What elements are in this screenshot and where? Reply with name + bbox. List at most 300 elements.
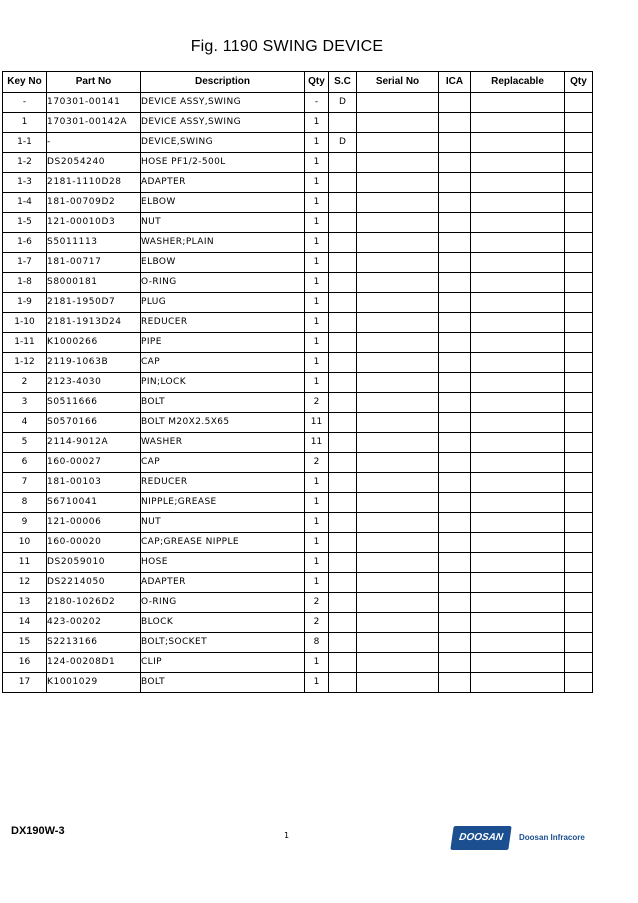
cell-replacable xyxy=(471,293,565,313)
cell-qty: 11 xyxy=(305,433,329,453)
cell-sc xyxy=(329,493,357,513)
cell-ica xyxy=(439,553,471,573)
cell-description: BOLT;SOCKET xyxy=(141,633,305,653)
cell-serial-no xyxy=(357,353,439,373)
cell-key-no: 1-4 xyxy=(3,193,47,213)
cell-replacable xyxy=(471,353,565,373)
cell-qty-2 xyxy=(565,473,593,493)
table-row xyxy=(3,513,593,533)
cell-sc xyxy=(329,473,357,493)
cell-sc xyxy=(329,313,357,333)
cell-qty: 1 xyxy=(305,513,329,533)
table-header-row xyxy=(3,72,593,93)
cell-part-no: DS2054240 xyxy=(47,153,141,173)
cell-sc xyxy=(329,333,357,353)
cell-sc xyxy=(329,293,357,313)
cell-serial-no xyxy=(357,553,439,573)
cell-qty: 1 xyxy=(305,273,329,293)
cell-part-no: 181-00103 xyxy=(47,473,141,493)
cell-key-no: 9 xyxy=(3,513,47,533)
cell-ica xyxy=(439,193,471,213)
cell-sc xyxy=(329,593,357,613)
parts-table xyxy=(2,71,593,693)
cell-qty: 1 xyxy=(305,553,329,573)
cell-part-no: S6710041 xyxy=(47,493,141,513)
cell-description: WASHER;PLAIN xyxy=(141,233,305,253)
cell-ica xyxy=(439,253,471,273)
cell-part-no: DS2214050 xyxy=(47,573,141,593)
cell-ica xyxy=(439,613,471,633)
cell-qty: 1 xyxy=(305,373,329,393)
cell-qty: 1 xyxy=(305,353,329,373)
cell-sc xyxy=(329,393,357,413)
logo-text: Doosan Infracore xyxy=(519,833,585,842)
table-row xyxy=(3,133,593,153)
cell-description: PIPE xyxy=(141,333,305,353)
cell-replacable xyxy=(471,433,565,453)
col-header-key-no: Key No xyxy=(3,72,47,93)
cell-sc xyxy=(329,613,357,633)
table-row xyxy=(3,93,593,113)
cell-ica xyxy=(439,113,471,133)
cell-qty-2 xyxy=(565,453,593,473)
cell-replacable xyxy=(471,473,565,493)
cell-qty-2 xyxy=(565,633,593,653)
cell-description: CAP xyxy=(141,453,305,473)
cell-serial-no xyxy=(357,153,439,173)
cell-key-no: 11 xyxy=(3,553,47,573)
cell-sc xyxy=(329,153,357,173)
cell-part-no: 124-00208D1 xyxy=(47,653,141,673)
cell-part-no: 2123-4030 xyxy=(47,373,141,393)
cell-serial-no xyxy=(357,113,439,133)
cell-qty: 8 xyxy=(305,633,329,653)
cell-serial-no xyxy=(357,293,439,313)
cell-ica xyxy=(439,673,471,693)
cell-replacable xyxy=(471,533,565,553)
table-row xyxy=(3,653,593,673)
table-row xyxy=(3,473,593,493)
cell-qty-2 xyxy=(565,93,593,113)
cell-replacable xyxy=(471,333,565,353)
cell-ica xyxy=(439,493,471,513)
cell-ica xyxy=(439,293,471,313)
cell-qty: 1 xyxy=(305,573,329,593)
col-header-ica: ICA xyxy=(439,72,471,93)
cell-ica xyxy=(439,373,471,393)
table-row xyxy=(3,353,593,373)
cell-part-no: 2114-9012A xyxy=(47,433,141,453)
cell-replacable xyxy=(471,173,565,193)
cell-serial-no xyxy=(357,433,439,453)
cell-ica xyxy=(439,313,471,333)
cell-key-no: 14 xyxy=(3,613,47,633)
cell-serial-no xyxy=(357,253,439,273)
cell-serial-no xyxy=(357,313,439,333)
cell-replacable xyxy=(471,213,565,233)
cell-serial-no xyxy=(357,393,439,413)
cell-ica xyxy=(439,173,471,193)
cell-qty: 1 xyxy=(305,173,329,193)
cell-key-no: 12 xyxy=(3,573,47,593)
table-row xyxy=(3,393,593,413)
table-row xyxy=(3,373,593,393)
cell-qty: 1 xyxy=(305,313,329,333)
cell-replacable xyxy=(471,153,565,173)
cell-sc xyxy=(329,553,357,573)
cell-replacable xyxy=(471,233,565,253)
cell-ica xyxy=(439,453,471,473)
cell-ica xyxy=(439,273,471,293)
cell-part-no: 160-00020 xyxy=(47,533,141,553)
cell-ica xyxy=(439,413,471,433)
logo-badge: DOOSAN xyxy=(450,826,511,850)
cell-replacable xyxy=(471,93,565,113)
table-row xyxy=(3,313,593,333)
cell-key-no: 1-8 xyxy=(3,273,47,293)
cell-serial-no xyxy=(357,333,439,353)
cell-replacable xyxy=(471,133,565,153)
cell-part-no: 181-00717 xyxy=(47,253,141,273)
cell-serial-no xyxy=(357,213,439,233)
cell-replacable xyxy=(471,373,565,393)
cell-key-no: 1-5 xyxy=(3,213,47,233)
cell-sc xyxy=(329,433,357,453)
cell-qty: 1 xyxy=(305,533,329,553)
cell-description: REDUCER xyxy=(141,473,305,493)
cell-replacable xyxy=(471,493,565,513)
cell-qty-2 xyxy=(565,613,593,633)
cell-serial-no xyxy=(357,193,439,213)
cell-sc xyxy=(329,533,357,553)
cell-description: ADAPTER xyxy=(141,573,305,593)
cell-serial-no xyxy=(357,93,439,113)
cell-qty: 1 xyxy=(305,653,329,673)
cell-description: PLUG xyxy=(141,293,305,313)
cell-replacable xyxy=(471,633,565,653)
cell-serial-no xyxy=(357,673,439,693)
cell-part-no: 181-00709D2 xyxy=(47,193,141,213)
table-row xyxy=(3,233,593,253)
table-row xyxy=(3,253,593,273)
cell-qty-2 xyxy=(565,673,593,693)
col-header-sc: S.C xyxy=(329,72,357,93)
cell-sc xyxy=(329,233,357,253)
cell-key-no: 15 xyxy=(3,633,47,653)
cell-key-no: 1-1 xyxy=(3,133,47,153)
cell-qty: 1 xyxy=(305,213,329,233)
cell-sc xyxy=(329,673,357,693)
col-header-qty: Qty xyxy=(305,72,329,93)
col-header-part-no: Part No xyxy=(47,72,141,93)
cell-replacable xyxy=(471,273,565,293)
table-row xyxy=(3,633,593,653)
cell-ica xyxy=(439,333,471,353)
table-row xyxy=(3,153,593,173)
cell-part-no: S8000181 xyxy=(47,273,141,293)
cell-ica xyxy=(439,593,471,613)
cell-description: PIN;LOCK xyxy=(141,373,305,393)
cell-qty-2 xyxy=(565,553,593,573)
cell-replacable xyxy=(471,313,565,333)
col-header-qty-2: Qty xyxy=(565,72,593,93)
table-row xyxy=(3,593,593,613)
cell-key-no: 7 xyxy=(3,473,47,493)
table-row xyxy=(3,173,593,193)
cell-part-no: - xyxy=(47,133,141,153)
cell-part-no: 2119-1063B xyxy=(47,353,141,373)
cell-qty: 1 xyxy=(305,293,329,313)
table-row xyxy=(3,433,593,453)
cell-serial-no xyxy=(357,653,439,673)
table-row xyxy=(3,413,593,433)
table-row xyxy=(3,193,593,213)
cell-key-no: 13 xyxy=(3,593,47,613)
cell-serial-no xyxy=(357,513,439,533)
cell-serial-no xyxy=(357,173,439,193)
cell-qty-2 xyxy=(565,153,593,173)
cell-qty-2 xyxy=(565,573,593,593)
cell-qty-2 xyxy=(565,173,593,193)
cell-replacable xyxy=(471,653,565,673)
cell-description: O-RING xyxy=(141,593,305,613)
cell-replacable xyxy=(471,113,565,133)
table-row xyxy=(3,673,593,693)
cell-qty-2 xyxy=(565,293,593,313)
cell-description: CAP;GREASE NIPPLE xyxy=(141,533,305,553)
cell-part-no: S0570166 xyxy=(47,413,141,433)
cell-key-no: - xyxy=(3,93,47,113)
cell-qty-2 xyxy=(565,353,593,373)
cell-qty: 2 xyxy=(305,593,329,613)
cell-qty-2 xyxy=(565,253,593,273)
cell-qty-2 xyxy=(565,133,593,153)
doosan-logo xyxy=(452,826,592,854)
cell-replacable xyxy=(471,573,565,593)
cell-description: NUT xyxy=(141,513,305,533)
cell-key-no: 1-7 xyxy=(3,253,47,273)
cell-qty: - xyxy=(305,93,329,113)
cell-ica xyxy=(439,93,471,113)
cell-part-no: 121-00006 xyxy=(47,513,141,533)
cell-qty-2 xyxy=(565,333,593,353)
cell-serial-no xyxy=(357,633,439,653)
cell-ica xyxy=(439,473,471,493)
cell-description: O-RING xyxy=(141,273,305,293)
cell-ica xyxy=(439,653,471,673)
cell-qty-2 xyxy=(565,593,593,613)
cell-qty: 1 xyxy=(305,493,329,513)
cell-part-no: K1000266 xyxy=(47,333,141,353)
col-header-serial-no: Serial No xyxy=(357,72,439,93)
cell-qty: 2 xyxy=(305,613,329,633)
col-header-replacable: Replacable xyxy=(471,72,565,93)
cell-key-no: 1 xyxy=(3,113,47,133)
cell-part-no: 2181-1913D24 xyxy=(47,313,141,333)
table-row xyxy=(3,273,593,293)
cell-sc: D xyxy=(329,93,357,113)
page-title: Fig. 1190 SWING DEVICE xyxy=(190,38,384,55)
cell-ica xyxy=(439,353,471,373)
cell-description: NUT xyxy=(141,213,305,233)
cell-serial-no xyxy=(357,413,439,433)
cell-key-no: 17 xyxy=(3,673,47,693)
cell-qty: 1 xyxy=(305,673,329,693)
cell-key-no: 3 xyxy=(3,393,47,413)
cell-description: BOLT xyxy=(141,673,305,693)
cell-description: BOLT xyxy=(141,393,305,413)
table-row xyxy=(3,613,593,633)
cell-description: ELBOW xyxy=(141,253,305,273)
cell-description: BLOCK xyxy=(141,613,305,633)
table-row xyxy=(3,113,593,133)
cell-part-no: 160-00027 xyxy=(47,453,141,473)
cell-part-no: 121-00010D3 xyxy=(47,213,141,233)
cell-part-no: S2213166 xyxy=(47,633,141,653)
cell-qty-2 xyxy=(565,213,593,233)
cell-qty: 1 xyxy=(305,333,329,353)
cell-qty: 1 xyxy=(305,193,329,213)
cell-qty: 1 xyxy=(305,253,329,273)
table-row xyxy=(3,493,593,513)
cell-description: REDUCER xyxy=(141,313,305,333)
cell-key-no: 2 xyxy=(3,373,47,393)
cell-qty-2 xyxy=(565,233,593,253)
cell-description: CAP xyxy=(141,353,305,373)
cell-ica xyxy=(439,633,471,653)
cell-qty-2 xyxy=(565,113,593,133)
cell-qty: 2 xyxy=(305,453,329,473)
cell-sc xyxy=(329,653,357,673)
cell-serial-no xyxy=(357,453,439,473)
model-number: DX190W-3 xyxy=(11,825,65,837)
cell-key-no: 10 xyxy=(3,533,47,553)
cell-description: BOLT M20X2.5X65 xyxy=(141,413,305,433)
cell-description: ADAPTER xyxy=(141,173,305,193)
cell-sc xyxy=(329,513,357,533)
cell-serial-no xyxy=(357,473,439,493)
cell-ica xyxy=(439,513,471,533)
cell-qty-2 xyxy=(565,273,593,293)
cell-qty-2 xyxy=(565,193,593,213)
cell-key-no: 8 xyxy=(3,493,47,513)
cell-ica xyxy=(439,393,471,413)
cell-ica xyxy=(439,153,471,173)
cell-serial-no xyxy=(357,133,439,153)
cell-replacable xyxy=(471,513,565,533)
cell-sc xyxy=(329,353,357,373)
cell-key-no: 1-6 xyxy=(3,233,47,253)
parts-table-body xyxy=(3,93,593,693)
cell-description: DEVICE,SWING xyxy=(141,133,305,153)
cell-qty: 1 xyxy=(305,133,329,153)
cell-ica xyxy=(439,533,471,553)
cell-serial-no xyxy=(357,493,439,513)
cell-ica xyxy=(439,213,471,233)
cell-description: HOSE xyxy=(141,553,305,573)
cell-replacable xyxy=(471,393,565,413)
cell-sc xyxy=(329,573,357,593)
cell-qty-2 xyxy=(565,433,593,453)
col-header-description: Description xyxy=(141,72,305,93)
cell-part-no: 2181-1950D7 xyxy=(47,293,141,313)
cell-description: WASHER xyxy=(141,433,305,453)
cell-sc xyxy=(329,413,357,433)
cell-description: CLIP xyxy=(141,653,305,673)
table-row xyxy=(3,553,593,573)
cell-sc xyxy=(329,173,357,193)
cell-key-no: 1-2 xyxy=(3,153,47,173)
cell-description: DEVICE ASSY,SWING xyxy=(141,113,305,133)
cell-key-no: 6 xyxy=(3,453,47,473)
cell-key-no: 5 xyxy=(3,433,47,453)
cell-key-no: 1-11 xyxy=(3,333,47,353)
cell-sc xyxy=(329,253,357,273)
cell-description: HOSE PF1/2-500L xyxy=(141,153,305,173)
cell-qty: 11 xyxy=(305,413,329,433)
cell-description: ELBOW xyxy=(141,193,305,213)
table-row xyxy=(3,333,593,353)
cell-serial-no xyxy=(357,273,439,293)
cell-sc xyxy=(329,113,357,133)
table-row xyxy=(3,213,593,233)
table-row xyxy=(3,293,593,313)
cell-sc: D xyxy=(329,133,357,153)
cell-sc xyxy=(329,373,357,393)
cell-qty-2 xyxy=(565,413,593,433)
cell-description: DEVICE ASSY,SWING xyxy=(141,93,305,113)
cell-sc xyxy=(329,193,357,213)
cell-key-no: 1-9 xyxy=(3,293,47,313)
cell-part-no: DS2059010 xyxy=(47,553,141,573)
cell-part-no: K1001029 xyxy=(47,673,141,693)
cell-qty: 1 xyxy=(305,473,329,493)
cell-sc xyxy=(329,453,357,473)
cell-qty: 2 xyxy=(305,393,329,413)
cell-part-no: 170301-00141 xyxy=(47,93,141,113)
cell-qty: 1 xyxy=(305,113,329,133)
cell-replacable xyxy=(471,193,565,213)
cell-replacable xyxy=(471,593,565,613)
cell-key-no: 1-12 xyxy=(3,353,47,373)
cell-sc xyxy=(329,213,357,233)
cell-key-no: 4 xyxy=(3,413,47,433)
cell-part-no: 2181-1110D28 xyxy=(47,173,141,193)
cell-qty-2 xyxy=(565,513,593,533)
cell-part-no: 170301-00142A xyxy=(47,113,141,133)
cell-serial-no xyxy=(357,533,439,553)
cell-key-no: 16 xyxy=(3,653,47,673)
cell-replacable xyxy=(471,453,565,473)
cell-serial-no xyxy=(357,593,439,613)
cell-replacable xyxy=(471,253,565,273)
cell-sc xyxy=(329,273,357,293)
cell-serial-no xyxy=(357,233,439,253)
page-number: 1 xyxy=(284,831,290,840)
cell-key-no: 1-10 xyxy=(3,313,47,333)
cell-sc xyxy=(329,633,357,653)
cell-part-no: S0511666 xyxy=(47,393,141,413)
cell-replacable xyxy=(471,613,565,633)
cell-qty-2 xyxy=(565,373,593,393)
cell-part-no: S5011113 xyxy=(47,233,141,253)
cell-qty-2 xyxy=(565,653,593,673)
cell-part-no: 423-00202 xyxy=(47,613,141,633)
cell-replacable xyxy=(471,553,565,573)
cell-replacable xyxy=(471,413,565,433)
cell-qty-2 xyxy=(565,393,593,413)
cell-qty-2 xyxy=(565,533,593,553)
